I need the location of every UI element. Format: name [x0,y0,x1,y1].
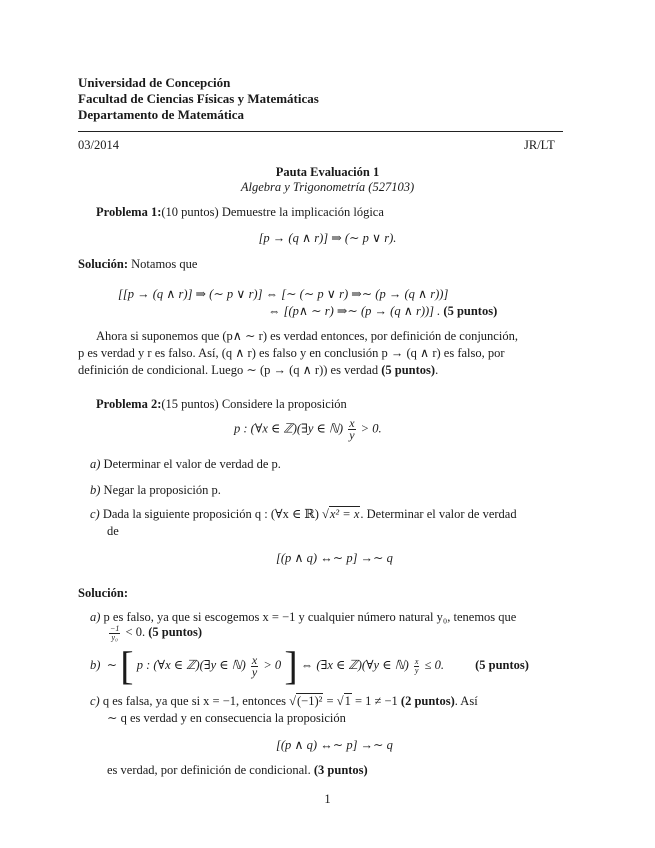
sol-a-ineq: < 0. [125,625,146,639]
department-name: Departamento de Matemática [78,107,245,122]
sol-b-den2: y [414,665,419,675]
sol-a-num: −1 [110,623,120,633]
sol-a-points: (5 puntos) [148,625,203,639]
problem1-points: (10 puntos) [161,205,219,219]
doc-subtitle: Algebra y Trigonometría (527103) [240,180,415,194]
solution-intro-text: Notamos que [128,257,198,271]
sol-c-label: c) [90,694,100,708]
item-c: c) Dada la siguiente proposición q : (∀x ∈ ℝ) √x² = x. Determinar el valor de verdad [90,507,517,521]
sol-a-label: a) [90,610,101,624]
problem2-text: Considere la proposición [218,397,347,411]
item-a-text: Determinar el valor de verdad de p. [103,457,281,471]
sol-c-line2: ∼ q es verdad y en consecuencia la proposición [107,711,346,725]
sol-c-text5: es verdad, por definición de condicional. [107,763,311,777]
problem1-para-line2: p es verdad y r es falso. Así, (q ∧ r) es falso y en conclusión p → (q ∧ r) es falso, por [78,346,505,360]
sol-c-points2: (3 puntos) [313,763,368,777]
p2-fraction [348,418,355,441]
frac-den: y [349,428,355,442]
sol-c-sqrt1: (−1)² [297,694,323,708]
page-number: 1 [324,792,331,806]
sol-a-den: y₀ [111,632,118,642]
item-a [90,456,281,473]
para3-text: definición de condicional. Luego ∼ (p → (q ∧ r)) es verdad [78,363,379,377]
problem2-formula [234,418,382,441]
sol-c-line1: c) q es falsa, ya que si x = −1, entonces √(−1)² = √1 = 1 ≠ −1 (2 puntos). Así [90,694,478,708]
problem1-solution-intro [78,256,197,273]
sol-c-line3 [107,762,368,779]
problem1-text: Demuestre la implicación lógica [218,205,384,219]
problem1-statement [96,204,384,221]
problem1-para-line3: definición de condicional. Luego ∼ (p → (q ∧ r)) es verdad (5 puntos). [78,363,439,377]
problem1-para-line1: Ahora si suponemos que (p∧ ∼ r) es verdad entonces, por definición de conjunción, [96,329,518,343]
left-bracket: [ [120,643,134,688]
sol-b-right: ⇔ (∃x ∈ ℤ)(∀y ∈ ℕ) [300,657,409,672]
item-b [90,482,221,499]
sol-b-den: y [251,664,258,679]
problem2-points: (15 puntos) [161,397,219,411]
p2-formula-left: p : (∀x ∈ ℤ)(∃y ∈ ℕ) [234,421,344,436]
problem1-equation-line2 [268,303,497,320]
date: 03/2014 [78,138,119,152]
item-c-formula: [(p ∧ q) ↔∼ p] →∼ q [276,551,393,565]
item-c-text1: Dada la siguiente proposición q : (∀x ∈ ℝ) [102,507,319,521]
sol-c-formula: [(p ∧ q) ↔∼ p] →∼ q [276,738,393,752]
para-points: (5 puntos) [381,363,436,377]
sol-b-num: x [251,652,258,667]
eq-points: (5 puntos) [443,304,498,318]
item-b-text: Negar la proposición p. [103,483,221,497]
faculty-name: Facultad de Ciencias Físicas y Matemáticas [78,91,319,106]
sol-b-points: (5 puntos) [475,657,529,672]
sol-c-text2: = 1 ≠ −1 [351,694,398,708]
problem1-equation-line1: [[p → (q ∧ r)] ⇒ (∼ p ∨ r)] ⇔ [∼ (∼ p ∨ r) ⇒∼ (p → (q ∧ r))] [118,287,449,301]
item-c-label: c) [90,507,100,521]
problem2-label: Problema 2: [96,397,162,411]
sol-b-not: ∼ [106,657,118,672]
header-rule [78,131,563,132]
sol-c-eq: = [323,694,337,708]
item-c-line2: de [107,524,119,538]
sol-b-fraction2 [414,658,420,675]
item-c-sqrt: x² = x [329,507,360,521]
sol-c-text1: q es falsa, ya que si x = −1, entonces [102,694,286,708]
eq-line2-text: ⇔ [(p∧ ∼ r) ⇒∼ (p → (q ∧ r))] . [268,304,441,318]
doc-title: Pauta Evaluación 1 [275,165,380,179]
sol-b-inner2: > 0 [263,657,282,672]
frac-num: x [349,416,355,430]
sol-b-num2: x [414,656,419,666]
problem1-formula: [p → (q ∧ r)] ⇒ (∼ p ∨ r). [258,231,397,245]
sol-a-fraction [109,625,120,642]
solution-label: Solución: [78,257,129,271]
sol-c-points: (2 puntos) [400,694,455,708]
item-a-label: a) [90,457,101,471]
sol-a-line2 [107,624,202,642]
university-name: Universidad de Concepción [78,75,231,90]
problem2-statement [96,396,347,413]
sol-b-inner: p : (∀x ∈ ℤ)(∃y ∈ ℕ) [136,657,246,672]
right-bracket: ] [284,643,298,688]
sol-c-text3: . Así [454,694,478,708]
sol-a-text: p es falso, ya que si escogemos x = −1 y cualquier número natural y₀, tenemos que [103,610,517,624]
author-initials: JR/LT [524,138,555,152]
sol-b [90,643,529,688]
sol-c-sqrt2: 1 [344,694,351,708]
p2-formula-right: > 0. [360,421,382,436]
item-b-label: b) [90,483,101,497]
problem2-solution-label: Solución: [78,586,129,600]
sol-b-label: b) [90,657,101,672]
item-c-text2: . Determinar el valor de verdad [360,507,517,521]
sol-b-right2: ≤ 0. [424,657,444,672]
problem1-label: Problema 1: [96,205,162,219]
sol-b-fraction [251,652,258,679]
